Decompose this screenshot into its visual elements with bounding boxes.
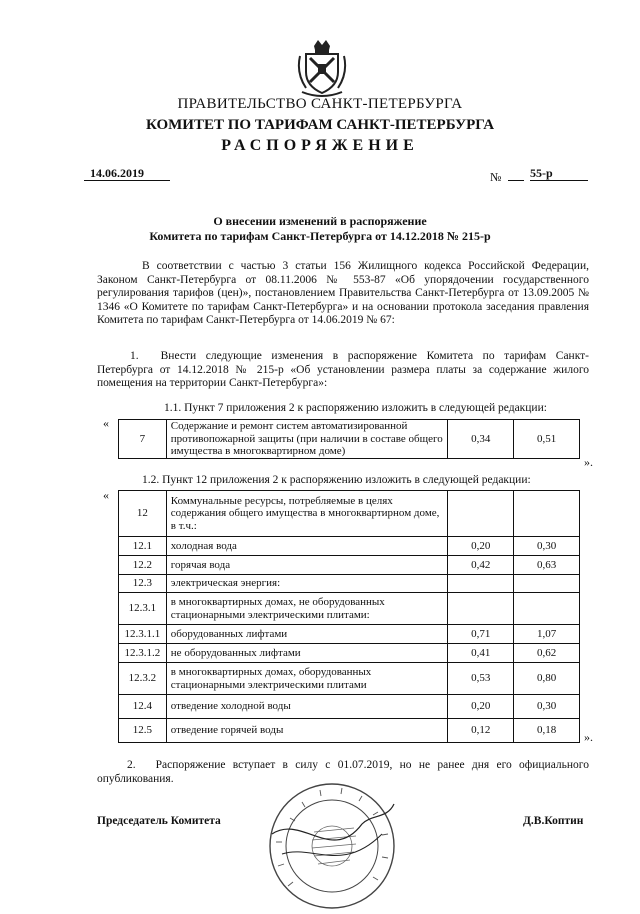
document-date: 14.06.2019 — [84, 166, 170, 181]
number-sign: № — [490, 170, 502, 184]
row-number: 12.1 — [119, 537, 167, 556]
row-value-2: 0,80 — [514, 663, 580, 695]
table-row — [119, 719, 580, 743]
table-row — [119, 575, 580, 593]
table-row — [119, 537, 580, 556]
row-number: 12 — [119, 491, 167, 537]
row-value-2 — [514, 593, 580, 625]
row-value-2 — [514, 575, 580, 593]
row-value-1: 0,42 — [448, 556, 514, 575]
table-2-open-quote: « — [103, 488, 109, 502]
table-row — [119, 491, 580, 537]
row-number: 12.3 — [119, 575, 167, 593]
table-1-open-quote: « — [103, 416, 109, 430]
table-row — [119, 663, 580, 695]
row-value-2 — [514, 491, 580, 537]
table-row — [119, 695, 580, 719]
row-name: горячая вода — [166, 556, 447, 575]
government-name: ПРАВИТЕЛЬСТВО САНКТ-ПЕТЕРБУРГА — [177, 96, 463, 112]
clause-2-number: 2. — [127, 759, 136, 771]
row-name: в многоквартирных домах, не оборудованных стационарными электрическими плитами: — [166, 593, 447, 625]
row-value-1: 0,20 — [448, 537, 514, 556]
committee-name: КОМИТЕТ ПО ТАРИФАМ САНКТ-ПЕТЕРБУРГА — [145, 117, 495, 133]
signatory-position: Председатель Комитета — [97, 815, 221, 827]
table-row — [119, 556, 580, 575]
table-row — [119, 644, 580, 663]
row-name: отведение холодной воды — [166, 695, 447, 719]
clause-1-paragraph — [97, 350, 589, 391]
table-row — [119, 420, 580, 459]
preamble-paragraph: В соответствии с частью 3 статьи 156 Жилищного кодекса Российской Федерации, Законом Санкт-Петербурга от 08.11.2006 № 553-87 «Об упорядочении государственного регулирования тарифов (цен)», постановлением Правительства Санкт-Петербурга от 13.09.2005 № 1346 «О Комитете по тарифам Санкт-Петербурга» и на основании протокола заседания правления Комитета по тарифам Санкт-Петербурга от 14.06.2019 № 67: — [97, 260, 589, 327]
table-row — [119, 625, 580, 644]
row-number: 12.3.1.1 — [119, 625, 167, 644]
table-1-close-quote: ». — [584, 455, 593, 469]
row-value-2: 1,07 — [514, 625, 580, 644]
coat-of-arms-emblem — [296, 38, 348, 98]
row-number: 12.3.1 — [119, 593, 167, 625]
official-stamp-seal — [262, 774, 402, 914]
subclause-1-1: 1.1. Пункт 7 приложения 2 к распоряжению изложить в следующей редакции: — [164, 402, 547, 414]
row-value-2: 0,18 — [514, 719, 580, 743]
row-name: в многоквартирных домах, оборудованных стационарными электрическими плитами — [166, 663, 447, 695]
row-name: холодная вода — [166, 537, 447, 556]
row-value-2: 0,51 — [514, 420, 580, 459]
row-number: 12.3.2 — [119, 663, 167, 695]
row-value-2: 0,30 — [514, 695, 580, 719]
document-type: РАСПОРЯЖЕНИЕ — [221, 137, 419, 154]
row-value-1 — [448, 575, 514, 593]
clause-1-text: Внести следующие изменения в распоряжение Комитета по тарифам Санкт-Петербурга от 14.12.2018 № 215-р «Об установлении размера платы за содержание жилого помещения на территории Санкт-Петербурга»: — [97, 350, 589, 390]
clause-1-number: 1. — [130, 350, 139, 362]
row-value-2: 0,62 — [514, 644, 580, 663]
document-number: 55-р — [530, 166, 588, 181]
row-name: Содержание и ремонт систем автоматизированной противопожарной защиты (при наличии в составе общего имущества в многоквартирном доме) — [166, 420, 447, 459]
table-row — [119, 593, 580, 625]
clause-2-text: Распоряжение вступает в силу с 01.07.2019, но не ранее дня его официального опубликования. — [97, 759, 589, 785]
row-value-1 — [448, 593, 514, 625]
row-number: 12.5 — [119, 719, 167, 743]
row-name: электрическая энергия: — [166, 575, 447, 593]
table-2 — [118, 490, 580, 743]
document-title-line-1: О внесении изменений в распоряжение — [213, 214, 427, 228]
row-value-1: 0,20 — [448, 695, 514, 719]
row-value-1: 0,53 — [448, 663, 514, 695]
row-name: отведение горячей воды — [166, 719, 447, 743]
document-title-line-2: Комитета по тарифам Санкт-Петербурга от 14.12.2018 № 215-р — [149, 229, 491, 243]
row-name: оборудованных лифтами — [166, 625, 447, 644]
row-value-1: 0,34 — [448, 420, 514, 459]
table-2-close-quote: ». — [584, 730, 593, 744]
row-number: 12.4 — [119, 695, 167, 719]
row-number: 12.3.1.2 — [119, 644, 167, 663]
row-number: 12.2 — [119, 556, 167, 575]
subclause-1-2: 1.2. Пункт 12 приложения 2 к распоряжению изложить в следующей редакции: — [142, 474, 531, 486]
row-value-1: 0,12 — [448, 719, 514, 743]
row-name: не оборудованных лифтами — [166, 644, 447, 663]
row-value-1: 0,41 — [448, 644, 514, 663]
row-number: 7 — [119, 420, 167, 459]
row-value-2: 0,63 — [514, 556, 580, 575]
row-name: Коммунальные ресурсы, потребляемые в целях содержания общего имущества в многоквартирном доме, в т.ч.: — [166, 491, 447, 537]
row-value-2: 0,30 — [514, 537, 580, 556]
table-1 — [118, 419, 580, 459]
row-value-1: 0,71 — [448, 625, 514, 644]
row-value-1 — [448, 491, 514, 537]
signatory-name: Д.В.Коптин — [523, 815, 584, 827]
number-underline — [508, 180, 524, 181]
